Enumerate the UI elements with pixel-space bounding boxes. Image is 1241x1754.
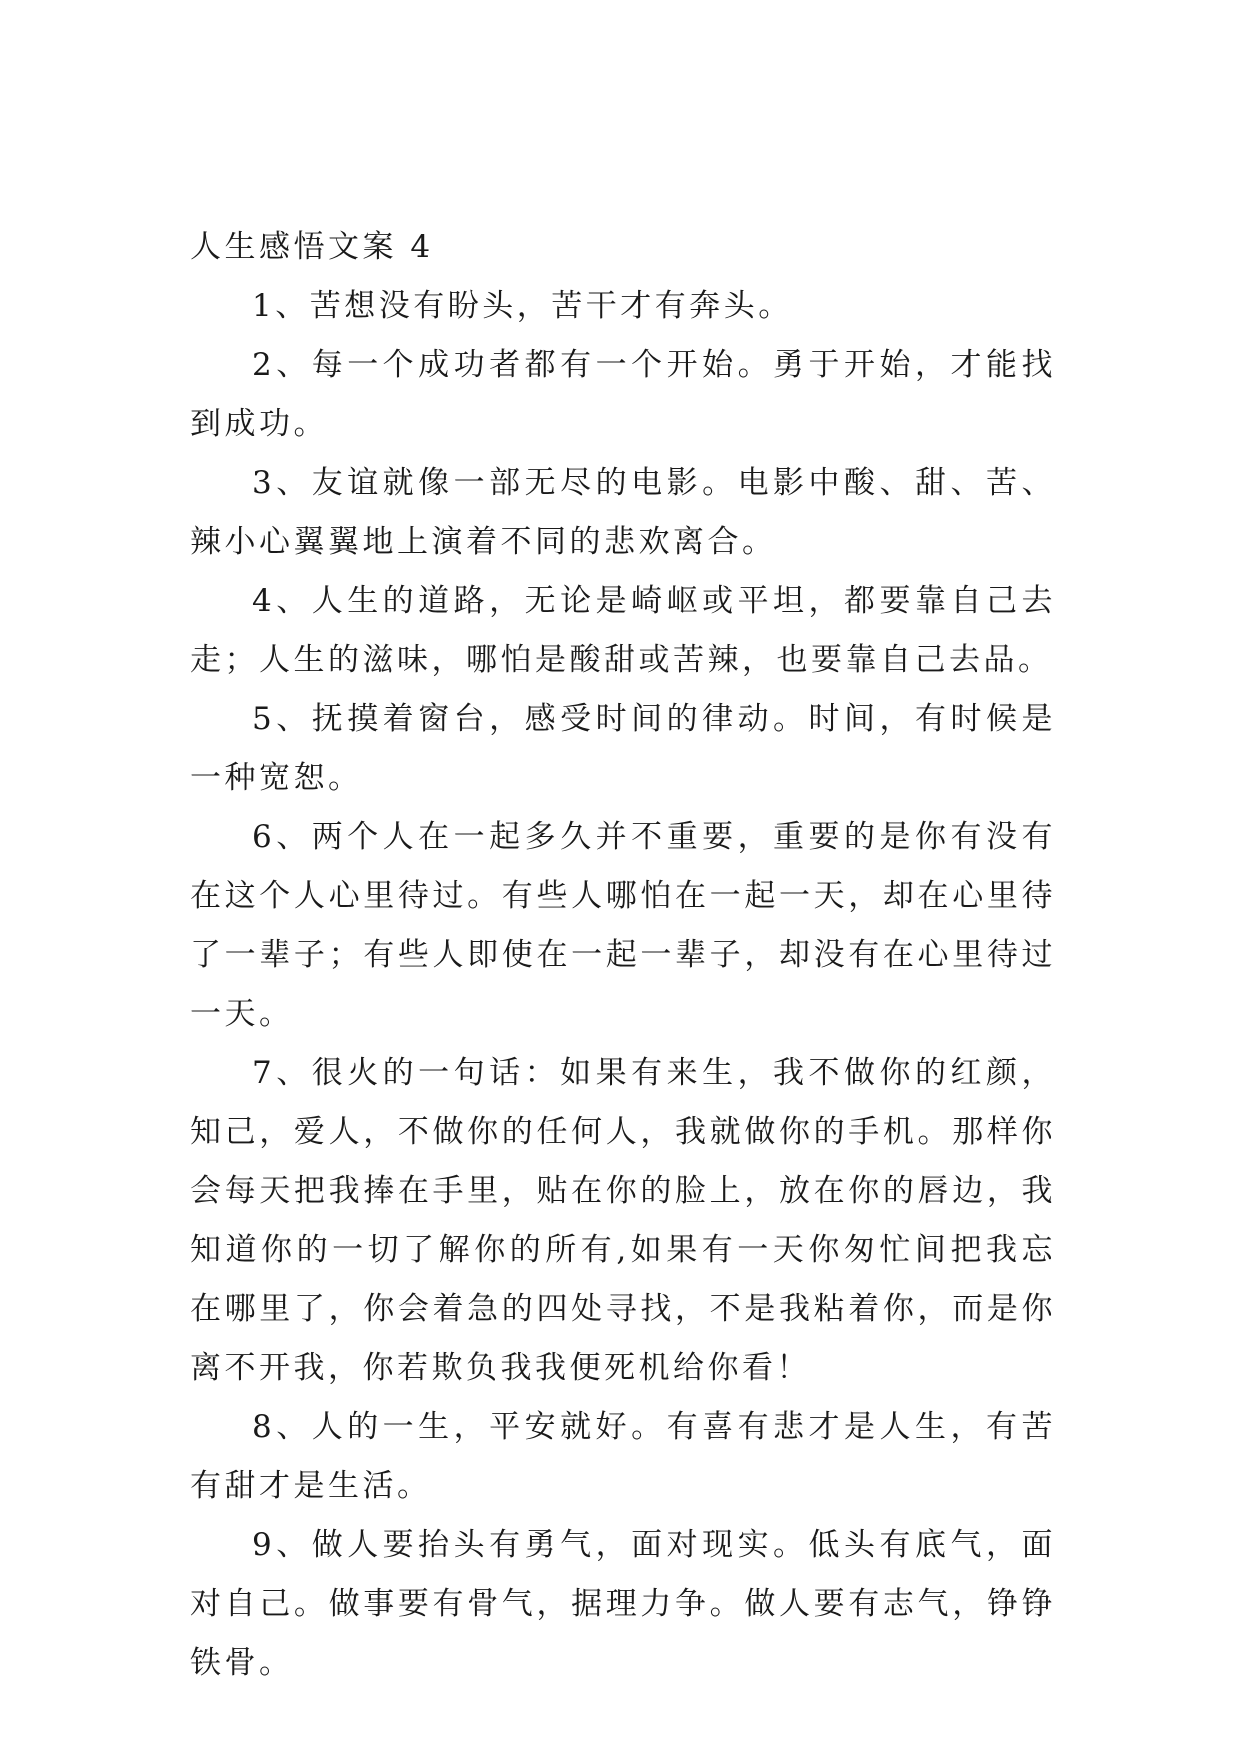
paragraph-7: 7、很火的一句话：如果有来生，我不做你的红颜，知己，爱人，不做你的任何人，我就做你的手机。那样你会每天把我捧在手里，贴在你的脸上，放在你的唇边，我知道你的一切了解你的所有,如果有一天你匆忙间把我忘在哪里了，你会着急的四处寻找，不是我粘着你，而是你离不开我，你若欺负我我便死机给你看！ [190, 1055, 1056, 1386]
paragraph-3: 3、友谊就像一部无尽的电影。电影中酸、甜、苦、辣小心翼翼地上演着不同的悲欢离合。 [190, 465, 1056, 560]
paragraph-1: 1、苦想没有盼头，苦干才有奔头。 [252, 288, 793, 324]
paragraph-4: 4、人生的道路，无论是崎岖或平坦，都要靠自己去走；人生的滋味，哪怕是酸甜或苦辣，也要靠自己去品。 [190, 583, 1056, 678]
paragraph-9: 9、做人要抬头有勇气，面对现实。低头有底气，面对自己。做事要有骨气，据理力争。做人要有志气，铮铮铁骨。 [190, 1527, 1056, 1681]
paragraph-6: 6、两个人在一起多久并不重要，重要的是你有没有在这个人心里待过。有些人哪怕在一起一天，却在心里待了一辈子；有些人即使在一起一辈子，却没有在心里待过一天。 [190, 819, 1056, 1032]
document-title: 人生感悟文案 4 [190, 229, 434, 265]
paragraph-2: 2、每一个成功者都有一个开始。勇于开始，才能找到成功。 [190, 347, 1056, 442]
paragraph-5: 5、抚摸着窗台，感受时间的律动。时间，有时候是一种宽恕。 [190, 701, 1056, 796]
document-page [190, 218, 1056, 1693]
paragraph-8: 8、人的一生，平安就好。有喜有悲才是人生，有苦有甜才是生活。 [190, 1409, 1056, 1504]
